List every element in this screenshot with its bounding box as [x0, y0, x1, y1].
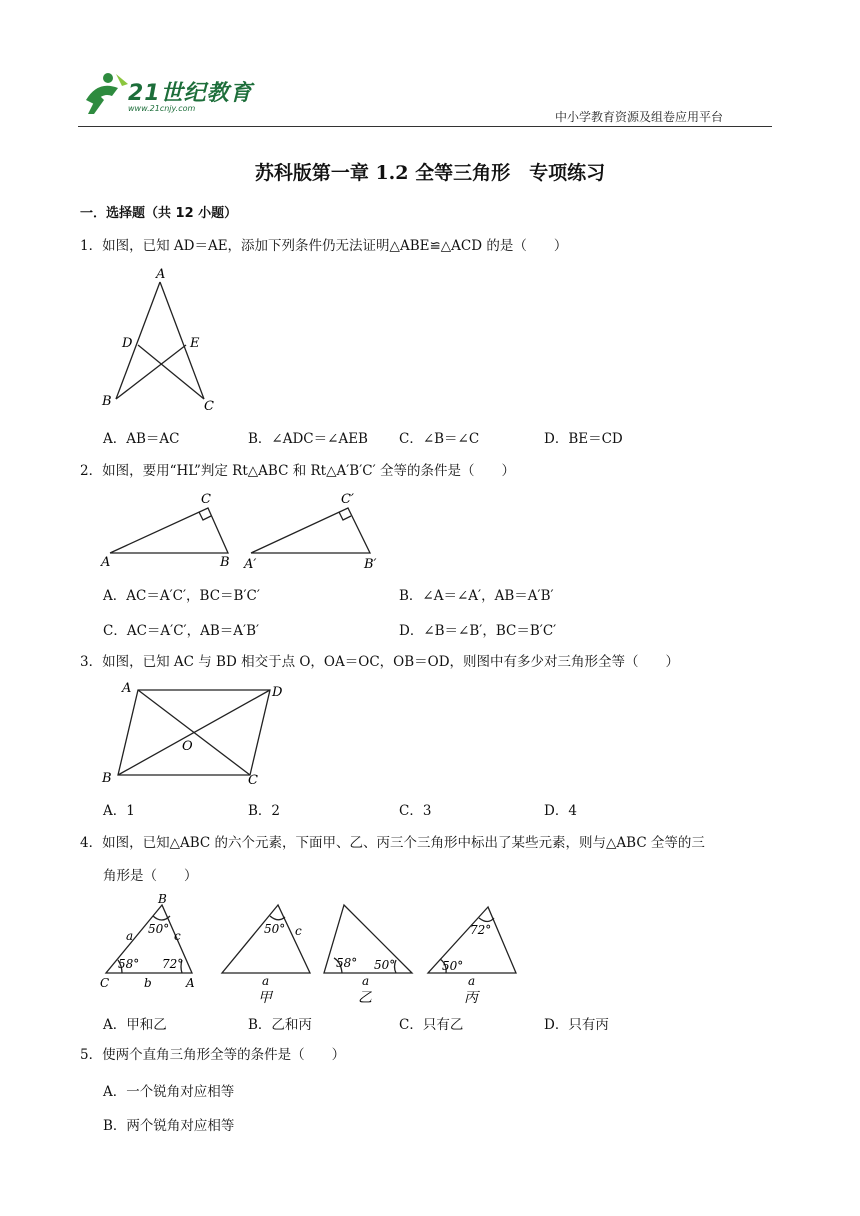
q4-option-d[interactable]: D．只有丙	[544, 1017, 609, 1033]
q1-option-d[interactable]: D．BE＝CD	[544, 431, 623, 447]
q4-bing-name: 丙	[464, 990, 478, 1006]
q2-option-a[interactable]: A．AC＝A′C′，BC＝B′C′	[103, 588, 260, 604]
section-heading: 一．选择题（共 12 小题）	[80, 206, 238, 221]
question-3-stem: 3．如图，已知 AC 与 BD 相交于点 O，OA＝OC，OB＝OD，则图中有多少对三角形全等（ ）	[80, 654, 680, 670]
q2-option-b[interactable]: B．∠A＝∠A′，AB＝A′B′	[399, 588, 554, 604]
q4-jia-name: 甲	[258, 990, 272, 1006]
q2-option-c[interactable]: C．AC＝A′C′，AB＝A′B′	[103, 623, 260, 639]
q3-label-O: O	[182, 739, 193, 754]
q5-option-a[interactable]: A．一个锐角对应相等	[103, 1084, 235, 1100]
q4-option-b[interactable]: B．乙和丙	[248, 1017, 312, 1033]
question-4-stem-line2: 角形是（ ）	[103, 868, 198, 884]
q4-option-a[interactable]: A．甲和乙	[103, 1017, 167, 1033]
q1-label-E: E	[190, 336, 200, 351]
q3-option-d[interactable]: D．4	[544, 803, 577, 819]
q4-bing-angle-50: 50°	[442, 959, 464, 973]
platform-name: 中小学教育资源及组卷应用平台	[555, 110, 724, 124]
q4-jia-label-c: c	[295, 924, 302, 938]
q4-bing-angle-72: 72°	[470, 923, 492, 937]
q1-label-B: B	[102, 394, 112, 409]
q1-label-D: D	[122, 336, 133, 351]
q4-yi-label-a: a	[362, 974, 370, 988]
q4-yi-angle-50: 50°	[374, 958, 396, 972]
q4-angle-72: 72°	[162, 957, 184, 971]
q4-label-a: a	[126, 929, 134, 943]
q3-option-c[interactable]: C．3	[399, 803, 432, 819]
question-4-stem-line1: 4．如图，已知△ABC 的六个元素，下面甲、乙、丙三个三角形中标出了某些元素，则与△ABC 全等的三	[80, 835, 705, 851]
q2-label-A: A	[101, 555, 111, 570]
q4-angle-58: 58°	[118, 957, 140, 971]
q1-option-b[interactable]: B．∠ADC＝∠AEB	[248, 431, 368, 447]
q1-label-C: C	[204, 399, 214, 414]
q4-label-b: b	[144, 976, 152, 990]
q2-label-A-prime: A′	[244, 557, 257, 572]
question-2-stem: 2．如图，要用“HL”判定 Rt△ABC 和 Rt△A′B′C′ 全等的条件是（ ）	[80, 463, 515, 479]
q3-option-b[interactable]: B．2	[248, 803, 281, 819]
q4-jia-angle-50: 50°	[264, 922, 286, 936]
question-5-stem: 5．使两个直角三角形全等的条件是（ ）	[80, 1047, 346, 1063]
q2-label-B-prime: B′	[364, 557, 377, 572]
page-title: 苏科版第一章 1.2 全等三角形 专项练习	[254, 162, 606, 184]
q2-label-B: B	[220, 555, 230, 570]
q3-label-B: B	[102, 771, 112, 786]
q1-label-A: A	[156, 267, 166, 282]
q2-option-d[interactable]: D．∠B＝∠B′，BC＝B′C′	[399, 623, 557, 639]
question-1-figure	[98, 262, 228, 414]
logo-url: www.21cnjy.com	[128, 104, 196, 113]
header-divider	[78, 126, 772, 127]
q4-label-c: c	[174, 929, 181, 943]
q4-option-c[interactable]: C．只有乙	[399, 1017, 464, 1033]
q2-label-C-prime: C′	[341, 492, 354, 507]
q1-option-a[interactable]: A．AB＝AC	[103, 431, 180, 447]
q4-yi-angle-58: 58°	[336, 956, 358, 970]
q1-option-c[interactable]: C．∠B＝∠C	[399, 431, 480, 447]
question-3-figure	[98, 678, 298, 790]
q3-label-D: D	[272, 685, 283, 700]
q4-label-C: C	[100, 976, 110, 990]
q4-jia-label-a: a	[262, 974, 270, 988]
question-2-figure	[98, 488, 388, 572]
logo-text: 21世纪教育	[128, 81, 253, 106]
q4-label-B: B	[158, 892, 167, 906]
question-1-stem: 1．如图，已知 AD＝AE，添加下列条件仍无法证明△ABE≌△ACD 的是（ ）	[80, 238, 568, 254]
q3-label-C: C	[248, 773, 258, 788]
q4-yi-name: 乙	[358, 990, 372, 1006]
q2-label-C: C	[201, 492, 211, 507]
question-4-figure	[98, 890, 528, 1008]
q3-option-a[interactable]: A．1	[103, 803, 135, 819]
q4-label-A: A	[186, 976, 195, 990]
q4-bing-label-a: a	[468, 974, 476, 988]
q4-angle-50: 50°	[148, 922, 170, 936]
q5-option-b[interactable]: B．两个锐角对应相等	[103, 1118, 235, 1134]
q3-label-A: A	[122, 681, 132, 696]
